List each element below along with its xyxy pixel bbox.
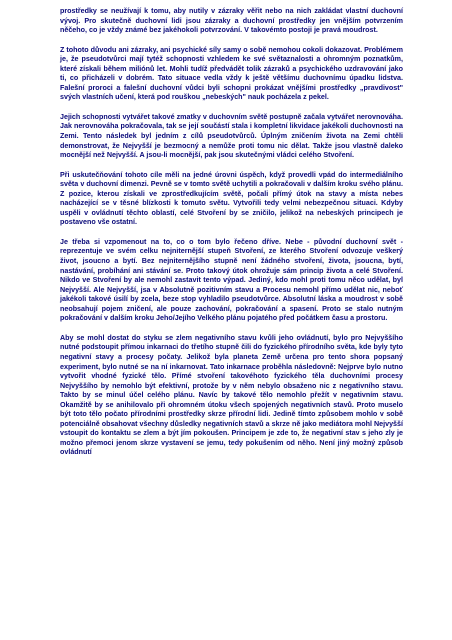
paragraph: Aby se mohl dostat do styku se zlem negativního stavu kvůli jeho ovládnutí, bylo pro Nejvyššího nutné podstoupit přímou inkarnaci do třetího stupně čili do fyzického přírodního světa, kde byly tyto negativní stavy a procesy počaty. Jelikož byla planeta Země určena pro tento shora popsaný experiment, bylo nutné se na ní inkarnovat. Tato inkarnace proběhla následovně: Nejprve bylo nutno vytvořit vhodné fyzické tělo. Přímé stvoření takovéhoto fyzického těla duchovními procesy Nejvyššího by nemohlo být efektivní, protože by v něm nebylo obsaženo nic z negativního stavu. Takto by se minul účel celého plánu. Navíc by takové tělo nemohlo přežít v negativním stavu. Okamžitě by se anihilovalo při ohromném útoku všech spojených negativních stavů. Proto muselo být toto tělo počato přírodními prostředky skrze přírodní lidi. Jedině tímto způsobem mohlo v sobě potenciálně obsahovat všechny důsledky negativních stavů a skrze ně jako mediátora mohl Nejvyšší vstoupit do kontaktu se zlem a být jím pokoušen. Principem je zde to, že negativní stav s jeho zly je možno přemoci jenom skrze vystavení se jemu, tedy pokušením od něho. Není jiný možný způsob ovládnutí bbox=[60, 333, 403, 457]
paragraph: Je třeba si vzpomenout na to, co o tom bylo řečeno dříve. Nebe - původní duchovní svět - reprezentuje ve svém celku nejniternější stupeň Stvoření, ze kterého Stvoření odvozuje veškerý život, jsoucno a bytí. Bez nejniternějšího stupně není žádného stvoření, života, jsoucna, bytí, nastávání, probíhání ani stávání se. Proto takový útok ohrožuje sám princip života a celé Stvoření. Nikdo ve Stvoření by ale nemohl zastavit tento výpad. Jediný, kdo mohl proti tomu něco udělat, byl Nejvyšší. Ale Nejvyšší, jsa v Absolutně pozitivním stavu a Procesu nemohl přímo udělat nic, neboť jakékoli takové úsilí by zcela, beze stop vyhladilo pseudotvůrce. Absolutní láska a moudrost v sobě neobsahují pojem zničení, ale pouze zachování, pokračování a spasení. Proto se stalo nutným pokračování v dalším kroku Jeho/Jejího Velkého plánu pojatého před počátkem času a prostoru. bbox=[60, 237, 403, 323]
paragraph: prostředky se neužívají k tomu, aby nutily v zázraky věřit nebo na nich zakládat vlastní duchovní vývoj. Pro skutečně duchovní lidi jsou zázraky a duchovní prostředky jen vnějším potvrzením něčeho, co je vždy známé bez jakéhokoli potvrzování. V takovémto postoji je pravá moudrost. bbox=[60, 7, 403, 35]
paragraph: Při uskutečňování tohoto cíle měli na jedné úrovni úspěch, když provedli vpád do intermediálního světa v duchovní dimenzi. Pevně se v tomto světě uchytili a pokračovali v dalším kroku svého plánu. Z pozice, kterou získali ve zprostředkujícím světě, počali přímý útok na stavy a místa nebes nacházející se v těsné blízkosti k tomuto světu. Vytvořili tedy velmi nebezpečnou situaci. Kdyby uspěli v ovládnutí těchto oblastí, celé Stvoření by se zničilo, jelikož na nebeských principech je postaveno vše ostatní. bbox=[60, 170, 403, 227]
paragraph: Z tohoto důvodu ani zázraky, ani psychické síly samy o sobě nemohou cokoli dokazovat. Problémem je, že pseudotvůrci mají tytéž schopnosti vzhledem ke své světaznalosti a ohromným poznatkům, které získali během miliónů let. Mohli tudíž předvádět tolik zázraků a psychického uzdravování jako ti, co přicházeli v dobrém. Tato situace vedla vždy k ještě většímu duchovnímu úpadku lidstva. Falešní proroci a falešní duchovní vůdci byli schopni prokázat vnějšími prostředky „pravdivost" svých vlastních učení, která pod rouškou „nebeských" nauk pocházela z pekel. bbox=[60, 45, 403, 102]
document-body bbox=[60, 7, 403, 458]
paragraph: Jejich schopnosti vytvářet takové zmatky v duchovním světě postupně začala vytvářet nerovnováha. Jak nerovnováha pokračovala, tak se její součástí stala i kompletní likvidace jakékoli duchovnosti na Zemi. Tento následek byl jedním z cílů pseudotvůrců. Úplným zničením života na Zemi chtěli demonstrovat, že Nejvyšší je bezmocný a nemůže proti tomu nic dělat. Takže jsou vlastně daleko mocnější než Nejvyšší. A jsou-li mocnější, pak jsou skutečnými vládci celého Stvoření. bbox=[60, 112, 403, 160]
